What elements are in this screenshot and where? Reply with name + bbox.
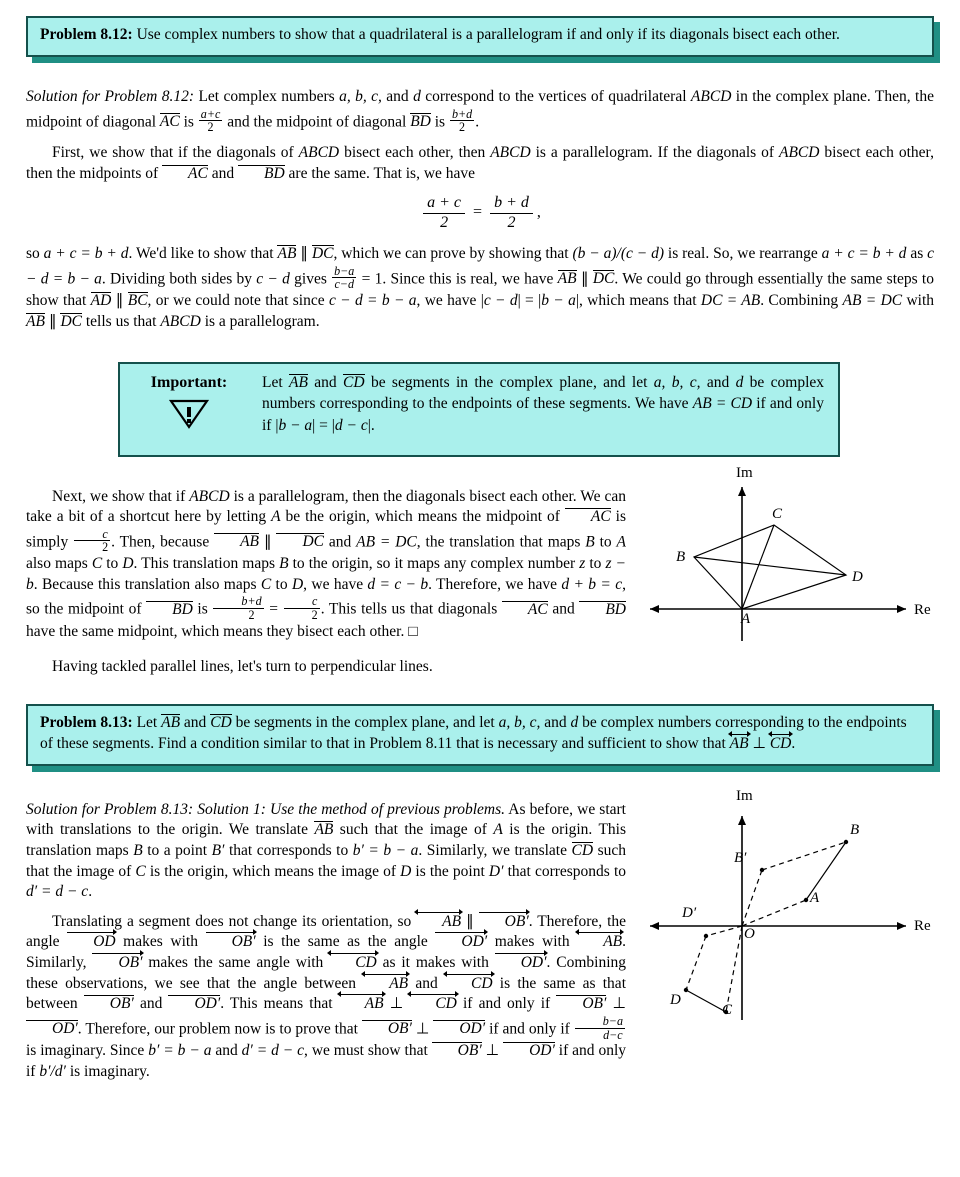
- figure-1-container: [626, 464, 934, 643]
- figure-2-point-c: C: [722, 1001, 733, 1018]
- problem-8-13-label: Problem 8.13:: [40, 713, 133, 731]
- figure-1-re-label: Re: [914, 601, 931, 618]
- figure-2-point-bprime: B′: [734, 849, 747, 866]
- important-title: Important:: [150, 374, 228, 392]
- solution-8-13-paragraph-1: Solution for Problem 8.13: Solution 1: Use the method of previous problems. As before, we start with translations to the origin. We translate AB such that the image of A is the origin. This translation maps B to a point B′ that corresponds to b′ = b − a. Similarly, we translate CD such that the image of C is the origin, which means the image of D is the point D′ that corresponds to d′ = d − c. Translating a segment does not change its orientation, so AB ∥ OB′. Therefore, the angle OD makes with OB′ is the same as the angle OD′ makes with AB. Similarly, OB′ makes the same angle with CD as it makes with OD′. Combining these observations, we see that the angle between AB and CD is the same as that between OB′ and OD′. This means that AB ⊥ CD if and only if OB′ ⊥ OD′. Therefore, our problem now is to prove that OB′ ⊥ OD′ if and only if $\frac{b-a}{d-c}$ is imaginary. Since b′ = b − a and d′ = d − c, we must show that OB′ ⊥ OD′ if and only if b′/d′ is imaginary.: [26, 800, 626, 1083]
- figure-2-container: [626, 787, 934, 1083]
- figure-2-re-label: Re: [914, 917, 931, 934]
- solution-8-12-heading: Solution for Problem 8.12:: [26, 87, 195, 105]
- problem-8-12-label: Problem 8.12:: [40, 26, 133, 43]
- midpoint-equation: $\frac{a + c}{2}$ = $\frac{b + d}{2}$ ,: [0, 194, 960, 232]
- figure-1-point-d: D: [852, 568, 863, 585]
- problem-8-13-box: Problem 8.13: Let AB and CD be segments in the complex plane, and let a, b, c, and d be complex numbers corresponding to the endpoints of these segments. Find a condition similar to that in Problem 8.11 that is necessary and sufficient to show that AB ⊥ CD.: [26, 704, 934, 766]
- exclamation-warning-icon: [134, 398, 244, 444]
- solution-8-13-paragraph-2: Translating a segment does not change its orientation, so AB ∥ OB′. Therefore, the angle OD makes with OB′ is the same as the angle OD′ makes with AB. Similarly, OB′ makes the same angle with CD as it makes with OD′. Combining these observations, we see that the angle between AB and CD is the same as that between OB′ and OD′. This means that AB ⊥ CD if and only if OB′ ⊥ OD′. Therefore, our problem now is to prove that OB′ ⊥ OD′ if and only if $\frac{b-a}{d-c}$ is imaginary. Since b′ = b − a and d′ = d − c, we must show that OB′ ⊥ OD′ if and only if b′/d′ is imaginary.: [26, 912, 626, 1083]
- figure-2-point-a: A: [810, 889, 820, 906]
- figure-1-point-b: B: [676, 548, 686, 565]
- problem-8-12-text: Use complex numbers to show that a quadrilateral is a parallelogram if and only if its diagonals bisect each other.: [136, 26, 840, 43]
- figure-1-point-a: A: [741, 610, 751, 627]
- solution-8-12-paragraph-2: First, we show that if the diagonals of ABCD bisect each other, then ABCD is a parallelogram. If the diagonals of ABCD bisect each other, then the midpoints of AC and BD are the same. That is, we have: [26, 143, 934, 182]
- problem-8-12-box: [26, 16, 934, 57]
- solution-8-12-paragraph-3: so a + c = b + d. We'd like to show that AB ∥ DC, which we can prove by showing that (b − a)/(c − d) is real. So, we rearrange a + c = b + d as c − d = b − a. Dividing both sides by c − d gives $\frac{b-a}{c-d}$ = 1. Since this is real, we have AB ∥ DC. We could go through essentially the same steps to show that AD ∥ BC, or we could note that since c − d = b − a, we have |c − d| = |b − a|, which means that DC = AB. Combining AB = DC with AB ∥ DC tells us that ABCD is a parallelogram.: [26, 244, 935, 330]
- figure-2-im-label: Im: [736, 787, 753, 804]
- important-icon-area: [134, 372, 244, 444]
- having-tackled-paragraph: Having tackled parallel lines, let's turn to perpendicular lines.: [52, 658, 433, 676]
- important-callout-box: [118, 362, 840, 456]
- figure-2-point-d: D: [670, 991, 681, 1008]
- figure-2-point-dprime: D′: [682, 904, 697, 921]
- figure-2-point-o: O: [744, 925, 755, 942]
- solution-8-12-paragraph-1: Solution for Problem 8.12: Let complex numbers a, b, c, and d correspond to the vertices of quadrilateral ABCD in the complex plane. Then, the midpoint of diagonal AC is $\frac{a+c}{2}$ and the midpoint of diagonal BD is $\frac{b+d}{2}$ .: [26, 87, 934, 135]
- figure-2-point-b: B: [850, 821, 860, 838]
- figure-1-point-c: C: [772, 505, 783, 522]
- next-paragraph: Next, we show that if ABCD is a parallelogram, then the diagonals bisect each other. We can take a bit of a shortcut here by letting A be the origin, which means the midpoint of AC is simply $\frac{c}{2}$ . Then, because AB ∥ DC and AB = DC, the translation that maps B to A also maps C to D. This translation maps B to the origin, so it maps any complex number z to z − b. Because this translation also maps C to D, we have d = c − b. Therefore, we have d + b = c, so the midpoint of BD is $\frac{b+d}{2}$ = $\frac{c}{2}$ . This tells us that diagonals AC and BD have the same midpoint, which means they bisect each other. □: [26, 487, 627, 640]
- solution-8-13-heading: Solution for Problem 8.13: Solution 1: Use the method of previous problems.: [26, 800, 506, 818]
- next-paragraph-with-figure: [26, 464, 934, 643]
- solution-8-13-with-figure: [26, 787, 934, 1083]
- figure-1-im-label: Im: [736, 464, 753, 481]
- important-body-text: Let AB and CD be segments in the complex plane, and let a, b, c, and d be complex numbers corresponding to the endpoints of these segments. We have AB = CD if and only if |b − a| = |d − c|.: [262, 374, 825, 434]
